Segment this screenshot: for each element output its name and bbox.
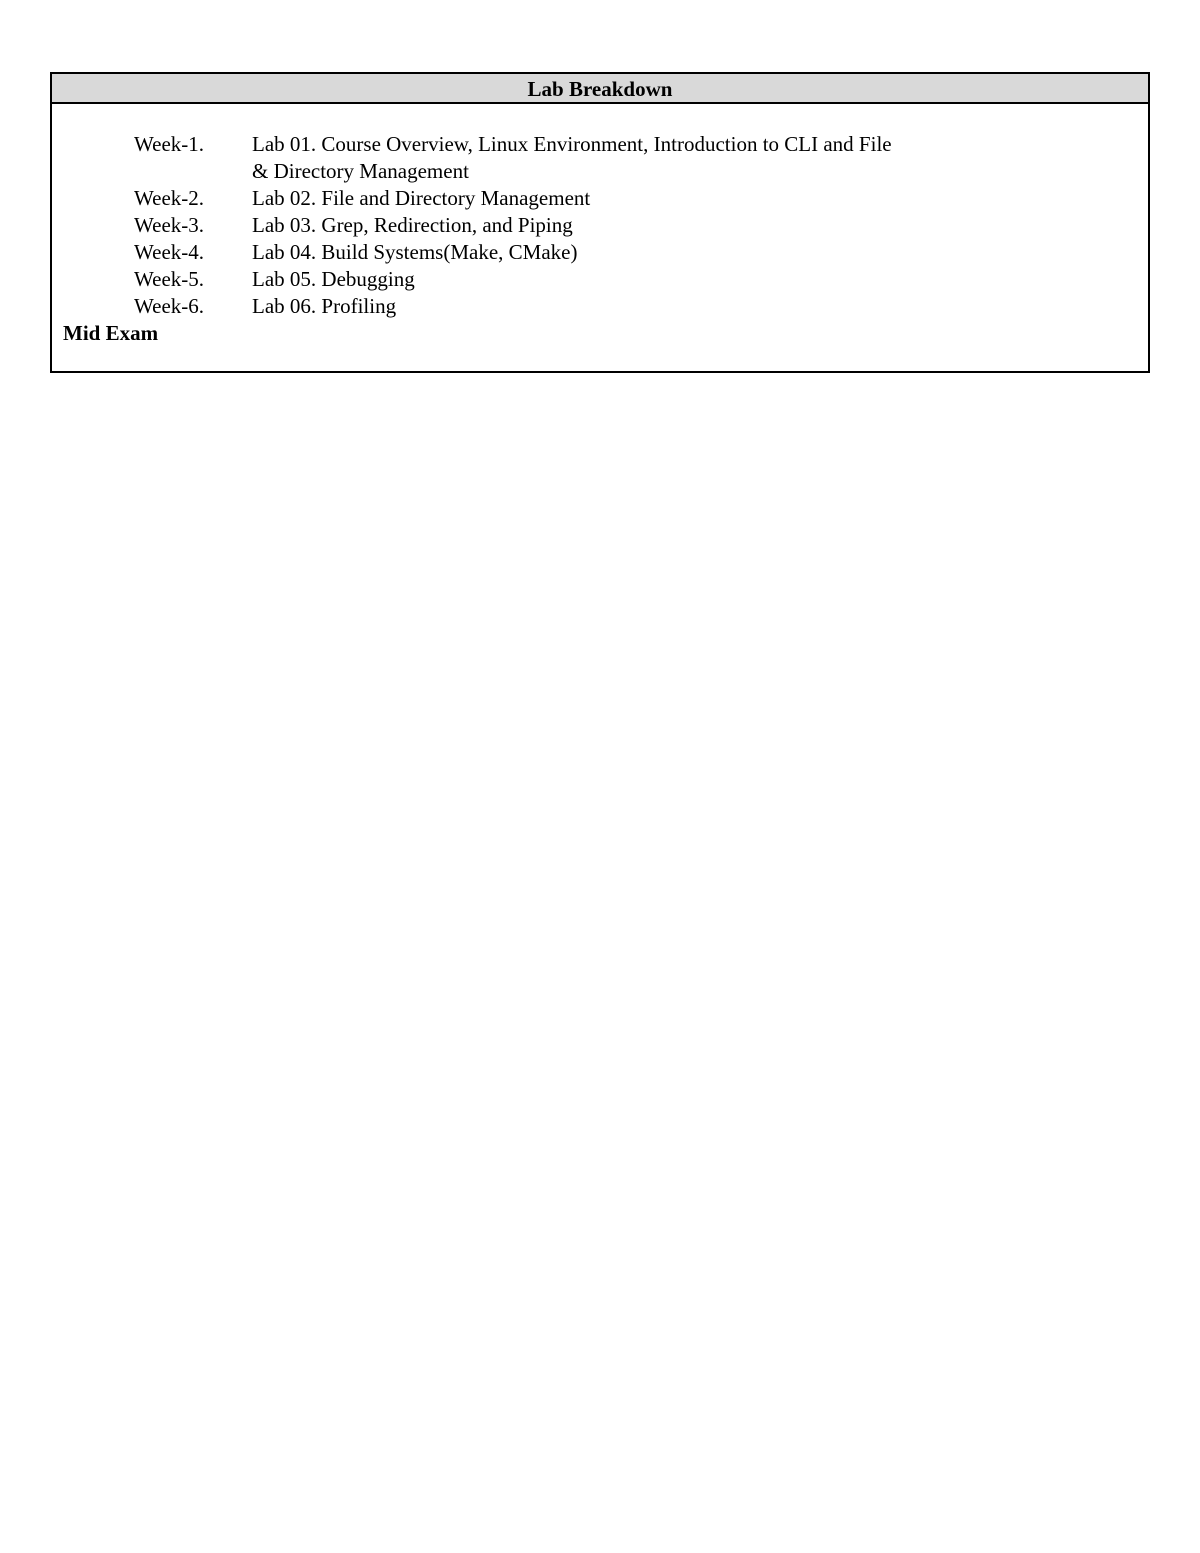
week-row-4: [52, 239, 1148, 266]
week-topic: Lab 01. Course Overview, Linux Environment, Introduction to CLI and File & Directory Management: [252, 132, 892, 183]
week-label: Week-5.: [134, 267, 205, 291]
lab-breakdown-title: Lab Breakdown: [52, 74, 1148, 104]
week-label: Week-2.: [134, 186, 205, 210]
week-row-2: [52, 185, 1148, 212]
week-topic: Lab 04. Build Systems(Make, CMake): [252, 240, 578, 264]
week-row-5: [52, 266, 1148, 293]
week-row-3: [52, 212, 1148, 239]
week-label: Week-4.: [134, 240, 205, 264]
week-label: Week-3.: [134, 213, 205, 237]
mid-exam-heading: Mid Exam: [63, 321, 159, 345]
week-topic: Lab 02. File and Directory Management: [252, 186, 591, 210]
lab-breakdown-box: [50, 72, 1150, 373]
week-topic: Lab 05. Debugging: [252, 267, 415, 291]
week-topic: Lab 03. Grep, Redirection, and Piping: [252, 213, 573, 237]
week-row-6: [52, 293, 1148, 320]
week-topic: Lab 06. Profiling: [252, 294, 397, 318]
week-label: Week-1.: [134, 132, 205, 156]
week-row-1: [52, 131, 1148, 185]
lab-breakdown-body: [52, 104, 1148, 347]
week-list: [52, 131, 1148, 320]
week-label: Week-6.: [134, 294, 205, 318]
